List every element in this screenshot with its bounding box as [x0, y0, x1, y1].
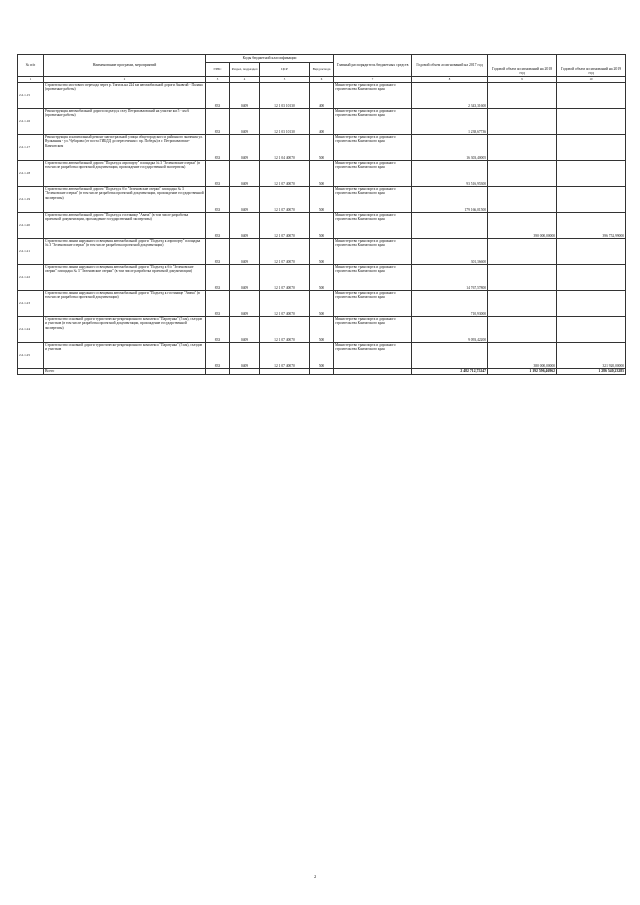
- row-org: Министерство транспорта и дорожного строительства Камчатского края: [334, 109, 412, 135]
- row-name: Строительство основной дороги туристическо-рекреационного комплекса "Паратунка" (5 км), съездов и участков (в том числе разработка проектной документации, прохождение государственной экспертизы): [44, 317, 206, 343]
- row-2019: [557, 187, 626, 213]
- row-org: Министерство транспорта и дорожного строительства Камчатского края: [334, 213, 412, 239]
- header-grbs: ГРБС: [206, 63, 230, 77]
- table-row: [18, 83, 626, 109]
- row-vr: 500: [310, 343, 334, 369]
- col-number: 5: [260, 77, 310, 83]
- row-vr: 500: [310, 135, 334, 161]
- header-y2019: Годовой объем ассигнований на 2019 год: [557, 55, 626, 77]
- table-row: [18, 343, 626, 369]
- row-grbs: 833: [206, 291, 230, 317]
- page-number: 2: [314, 874, 317, 879]
- row-csr: 12 1 07 40070: [260, 161, 310, 187]
- header-num: № п/п: [18, 55, 44, 77]
- row-csr: 12 1 07 40070: [260, 317, 310, 343]
- row-2019: [557, 109, 626, 135]
- row-2018: [488, 135, 557, 161]
- row-name: Строительство линии наружного освещения автомобильной дороги "Подъезд к аэропорту" площадка № 3 "Зеленовские озерки" (в том числе разработка проектной документации): [44, 239, 206, 265]
- row-number: 2.2.1.25: [18, 343, 44, 369]
- header-row: [18, 55, 626, 63]
- row-grbs: 833: [206, 213, 230, 239]
- row-csr: 12 1 07 40070: [260, 187, 310, 213]
- row-2019: [557, 239, 626, 265]
- row-number: 2.2.1.16: [18, 109, 44, 135]
- table-body: [18, 83, 626, 369]
- row-name: Строительство линии наружного освещения автомобильной дороги "Подъезд к гостинице "Авача" (в том числе разработка проектной документации): [44, 291, 206, 317]
- row-number: 2.2.1.21: [18, 239, 44, 265]
- row-2017: 16 303,40005: [412, 135, 488, 161]
- row-2017: [412, 213, 488, 239]
- header-y2018: Годовой объем ассигнований на 2018 год: [488, 55, 557, 77]
- row-2018: [488, 83, 557, 109]
- row-number: 2.2.1.20: [18, 213, 44, 239]
- row-2019: [557, 135, 626, 161]
- row-name: Строительство основной дороги туристическо-рекреационного комплекса "Паратунка" (5 км), съездов и участков: [44, 343, 206, 369]
- table-row: [18, 265, 626, 291]
- header-name: Наименование программ, мероприятий: [44, 55, 206, 77]
- row-name: Реконструкция автомобильной дороги подъезд к селу Петропавловский на участке км 5 - км 6 (проектные работы): [44, 109, 206, 135]
- row-grbs: 833: [206, 109, 230, 135]
- row-org: Министерство транспорта и дорожного строительства Камчатского края: [334, 291, 412, 317]
- header-vr: Вид расхода: [310, 63, 334, 77]
- budget-table: [17, 54, 626, 375]
- col-number: 10: [557, 77, 626, 83]
- row-name: Строительство автомобильной дороги "Подъезд к аэропорту" площадка № 3 "Зеленовские озерки" (в том числе разработка проектной документации, прохождение государственной экспертизы): [44, 161, 206, 187]
- row-2019: 396 752,99000: [557, 213, 626, 239]
- row-grbs: 833: [206, 239, 230, 265]
- row-org: Министерство транспорта и дорожного строительства Камчатского края: [334, 161, 412, 187]
- row-grbs: 833: [206, 317, 230, 343]
- total-2018: 1 192 596,46962: [488, 369, 557, 375]
- table-row: [18, 187, 626, 213]
- col-number: 2: [44, 77, 206, 83]
- row-section: 0409: [230, 343, 260, 369]
- row-2019: [557, 83, 626, 109]
- row-2018: [488, 161, 557, 187]
- row-number: 2.2.1.15: [18, 83, 44, 109]
- row-section: 0409: [230, 317, 260, 343]
- table-row: [18, 213, 626, 239]
- row-grbs: 833: [206, 265, 230, 291]
- row-2018: [488, 291, 557, 317]
- row-section: 0409: [230, 213, 260, 239]
- row-section: 0409: [230, 187, 260, 213]
- col-number: 1: [18, 77, 44, 83]
- row-2017: 2 343,31600: [412, 83, 488, 109]
- header-csr: ЦСР: [260, 63, 310, 77]
- row-csr: 12 1 07 40070: [260, 291, 310, 317]
- row-section: 0409: [230, 135, 260, 161]
- row-org: Министерство транспорта и дорожного строительства Камчатского края: [334, 135, 412, 161]
- table-row: [18, 239, 626, 265]
- col-number: 9: [488, 77, 557, 83]
- row-number: 2.2.1.22: [18, 265, 44, 291]
- row-vr: 400: [310, 83, 334, 109]
- row-vr: 500: [310, 265, 334, 291]
- header-section: Раздел, подраздел: [230, 63, 260, 77]
- row-org: Министерство транспорта и дорожного строительства Камчатского края: [334, 187, 412, 213]
- table-row: [18, 161, 626, 187]
- row-grbs: 833: [206, 135, 230, 161]
- row-section: 0409: [230, 161, 260, 187]
- row-grbs: 833: [206, 161, 230, 187]
- row-2019: 321 920,00000: [557, 343, 626, 369]
- row-org: Министерство транспорта и дорожного строительства Камчатского края: [334, 317, 412, 343]
- row-vr: 500: [310, 291, 334, 317]
- row-2017: 93 516,95300: [412, 161, 488, 187]
- row-number: 2.2.1.24: [18, 317, 44, 343]
- row-2017: 1 238,67736: [412, 109, 488, 135]
- row-csr: 12 1 07 40070: [260, 239, 310, 265]
- table-row: [18, 291, 626, 317]
- row-number: 2.2.1.18: [18, 161, 44, 187]
- col-number: 8: [412, 77, 488, 83]
- col-number: 7: [334, 77, 412, 83]
- table-row: [18, 109, 626, 135]
- row-org: Министерство транспорта и дорожного строительства Камчатского края: [334, 83, 412, 109]
- row-org: Министерство транспорта и дорожного строительства Камчатского края: [334, 343, 412, 369]
- total-row: [18, 369, 626, 375]
- total-2017: 2 482 712,75247: [412, 369, 488, 375]
- row-csr: 12 1 04 40070: [260, 135, 310, 161]
- col-number: 3: [206, 77, 230, 83]
- row-2018: [488, 317, 557, 343]
- row-csr: 12 1 03 10130: [260, 83, 310, 109]
- header-y2017: Годовой объем ассигнований на 2017 год: [412, 55, 488, 77]
- row-name: Строительство автомобильной дороги "Подъезд к б/о "Зеленовские озерки" площадка № 3 "Зеленовские озерки" (в том числе разработка проектной документации, прохождение государственной экспертизы): [44, 187, 206, 213]
- table-row: [18, 317, 626, 343]
- row-name: Строительство автомобильной дороги "Подъезд к гостинице "Авача" (в том числе разработка проектной документации, прохождение государственной экспертизы): [44, 213, 206, 239]
- row-2019: [557, 265, 626, 291]
- row-section: 0409: [230, 239, 260, 265]
- row-name: Строительство линии наружного освещения автомобильной дороги "Подъезд к б/о "Зеленовские озерки" площадка № 3 "Зеленовские озерки" (в том числе разработка проектной документации): [44, 265, 206, 291]
- row-number: 2.2.1.19: [18, 187, 44, 213]
- row-2017: 179 166,01500: [412, 187, 488, 213]
- row-name: Реконструкция и капитальный ремонт магистральной улицы общегородского и районного значения ул. Вулканная - ул. Чубарова (от поста ГИБДД до пересечения с пр. Победы) в г. Петропавловске-Камчатском: [44, 135, 206, 161]
- row-vr: 500: [310, 161, 334, 187]
- budget-table-sheet: [17, 54, 625, 375]
- row-2017: [412, 343, 488, 369]
- row-2019: [557, 161, 626, 187]
- row-section: 0409: [230, 83, 260, 109]
- row-2017: 301,36600: [412, 239, 488, 265]
- row-2019: [557, 291, 626, 317]
- row-vr: 500: [310, 213, 334, 239]
- row-number: 2.2.1.23: [18, 291, 44, 317]
- total-2019: 1 286 540,23285: [557, 369, 626, 375]
- row-vr: 500: [310, 239, 334, 265]
- header-budget-group: Коды бюджетной классификации: [206, 55, 334, 63]
- row-2018: [488, 187, 557, 213]
- row-2019: [557, 317, 626, 343]
- row-2017: 14 767,57800: [412, 265, 488, 291]
- total-label: Всего: [44, 369, 206, 375]
- row-2018: [488, 265, 557, 291]
- col-number: 4: [230, 77, 260, 83]
- row-vr: 400: [310, 109, 334, 135]
- row-csr: 12 1 07 40070: [260, 213, 310, 239]
- table-row: [18, 135, 626, 161]
- row-csr: 12 1 07 40070: [260, 265, 310, 291]
- row-vr: 500: [310, 187, 334, 213]
- row-2018: 390 000,00000: [488, 213, 557, 239]
- row-org: Министерство транспорта и дорожного строительства Камчатского края: [334, 239, 412, 265]
- row-grbs: 833: [206, 83, 230, 109]
- header-org: Главный распорядитель бюджетных средств: [334, 55, 412, 77]
- row-vr: 500: [310, 317, 334, 343]
- row-2018: [488, 109, 557, 135]
- row-2018: 380 000,00000: [488, 343, 557, 369]
- row-2017: 9 093,42200: [412, 317, 488, 343]
- row-csr: 12 1 03 10130: [260, 109, 310, 135]
- row-grbs: 833: [206, 187, 230, 213]
- row-number: 2.2.1.17: [18, 135, 44, 161]
- row-org: Министерство транспорта и дорожного строительства Камчатского края: [334, 265, 412, 291]
- row-section: 0409: [230, 291, 260, 317]
- row-csr: 12 1 07 40070: [260, 343, 310, 369]
- row-grbs: 833: [206, 343, 230, 369]
- row-2017: 710,93000: [412, 291, 488, 317]
- col-number: 6: [310, 77, 334, 83]
- row-name: Строительство мостового перехода через р. Тигиль на 224 км автомобильной дороги Анавгай - Палана (проектные работы): [44, 83, 206, 109]
- row-2018: [488, 239, 557, 265]
- row-section: 0409: [230, 109, 260, 135]
- row-section: 0409: [230, 265, 260, 291]
